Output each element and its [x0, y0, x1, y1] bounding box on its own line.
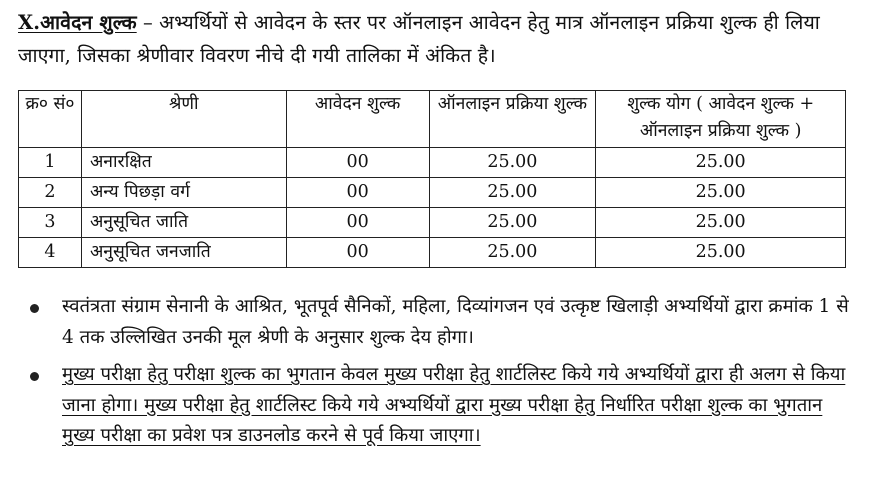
cell-serial: 1 [19, 148, 82, 178]
cell-total-fee: 25.00 [596, 178, 846, 208]
table-row [19, 178, 846, 208]
cell-category: अनुसूचित जाति [81, 208, 286, 238]
cell-online-processing-fee: 25.00 [429, 148, 596, 178]
header-total-fee: शुल्क योग ( आवेदन शुल्क + ऑनलाइन प्रक्रिया शुल्क ) [596, 91, 846, 148]
cell-total-fee: 25.00 [596, 238, 846, 268]
cell-serial: 4 [19, 238, 82, 268]
table-row [19, 208, 846, 238]
cell-application-fee: 00 [286, 178, 429, 208]
header-online-processing-fee: ऑनलाइन प्रक्रिया शुल्क [429, 91, 596, 148]
cell-application-fee: 00 [286, 238, 429, 268]
cell-serial: 2 [19, 178, 82, 208]
notes-list [30, 292, 855, 459]
cell-online-processing-fee: 25.00 [429, 178, 596, 208]
cell-application-fee: 00 [286, 208, 429, 238]
bullet-dot-icon [30, 372, 39, 381]
list-item [30, 292, 855, 353]
cell-category: अन्य पिछड़ा वर्ग [81, 178, 286, 208]
section-paragraph [18, 6, 868, 72]
cell-total-fee: 25.00 [596, 148, 846, 178]
section-heading: X.आवेदन शुल्क [18, 11, 137, 34]
cell-category: अनुसूचित जनजाति [81, 238, 286, 268]
cell-serial: 3 [19, 208, 82, 238]
table-row [19, 238, 846, 268]
cell-online-processing-fee: 25.00 [429, 238, 596, 268]
table-header-row [19, 91, 846, 148]
table-row [19, 148, 846, 178]
bullet-dot-icon [30, 304, 39, 313]
fee-table [18, 90, 846, 268]
list-item [30, 360, 855, 452]
cell-online-processing-fee: 25.00 [429, 208, 596, 238]
note-text-underlined: मुख्य परीक्षा हेतु परीक्षा शुल्क का भुगतान केवल मुख्य परीक्षा हेतु शार्टलिस्ट किये गये अभ्यर्थियों द्वारा ही अलग से किया जाना होगा। मुख्य परीक्षा हेतु शार्टलिस्ट किये गये अभ्यर्थियों द्वारा मुख्य परीक्षा हेतु निर्धारित परीक्षा शुल्क का भुगतान मुख्य परीक्षा का प्रवेश पत्र डाउनलोड करने से पूर्व किया जाएगा। [62, 364, 846, 446]
header-application-fee: आवेदन शुल्क [286, 91, 429, 148]
header-serial: क्र० सं० [19, 91, 82, 148]
section-intro: – अभ्यर्थियों से आवेदन के स्तर पर ऑनलाइन आवेदन हेतु मात्र ऑनलाइन प्रक्रिया शुल्क ही लिया जाएगा, जिसका श्रेणीवार विवरण नीचे दी गयी तालिका में अंकित है। [18, 11, 820, 67]
note-text: स्वतंत्रता संग्राम सेनानी के आश्रित, भूतपूर्व सैनिकों, महिला, दिव्यांगजन एवं उत्कृष्ट खिलाड़ी अभ्यर्थियों द्वारा क्रमांक 1 से 4 तक उल्लिखित उनकी मूल श्रेणी के अनुसार शुल्क देय होगा। [62, 296, 849, 348]
header-category: श्रेणी [81, 91, 286, 148]
cell-application-fee: 00 [286, 148, 429, 178]
cell-total-fee: 25.00 [596, 208, 846, 238]
cell-category: अनारक्षित [81, 148, 286, 178]
